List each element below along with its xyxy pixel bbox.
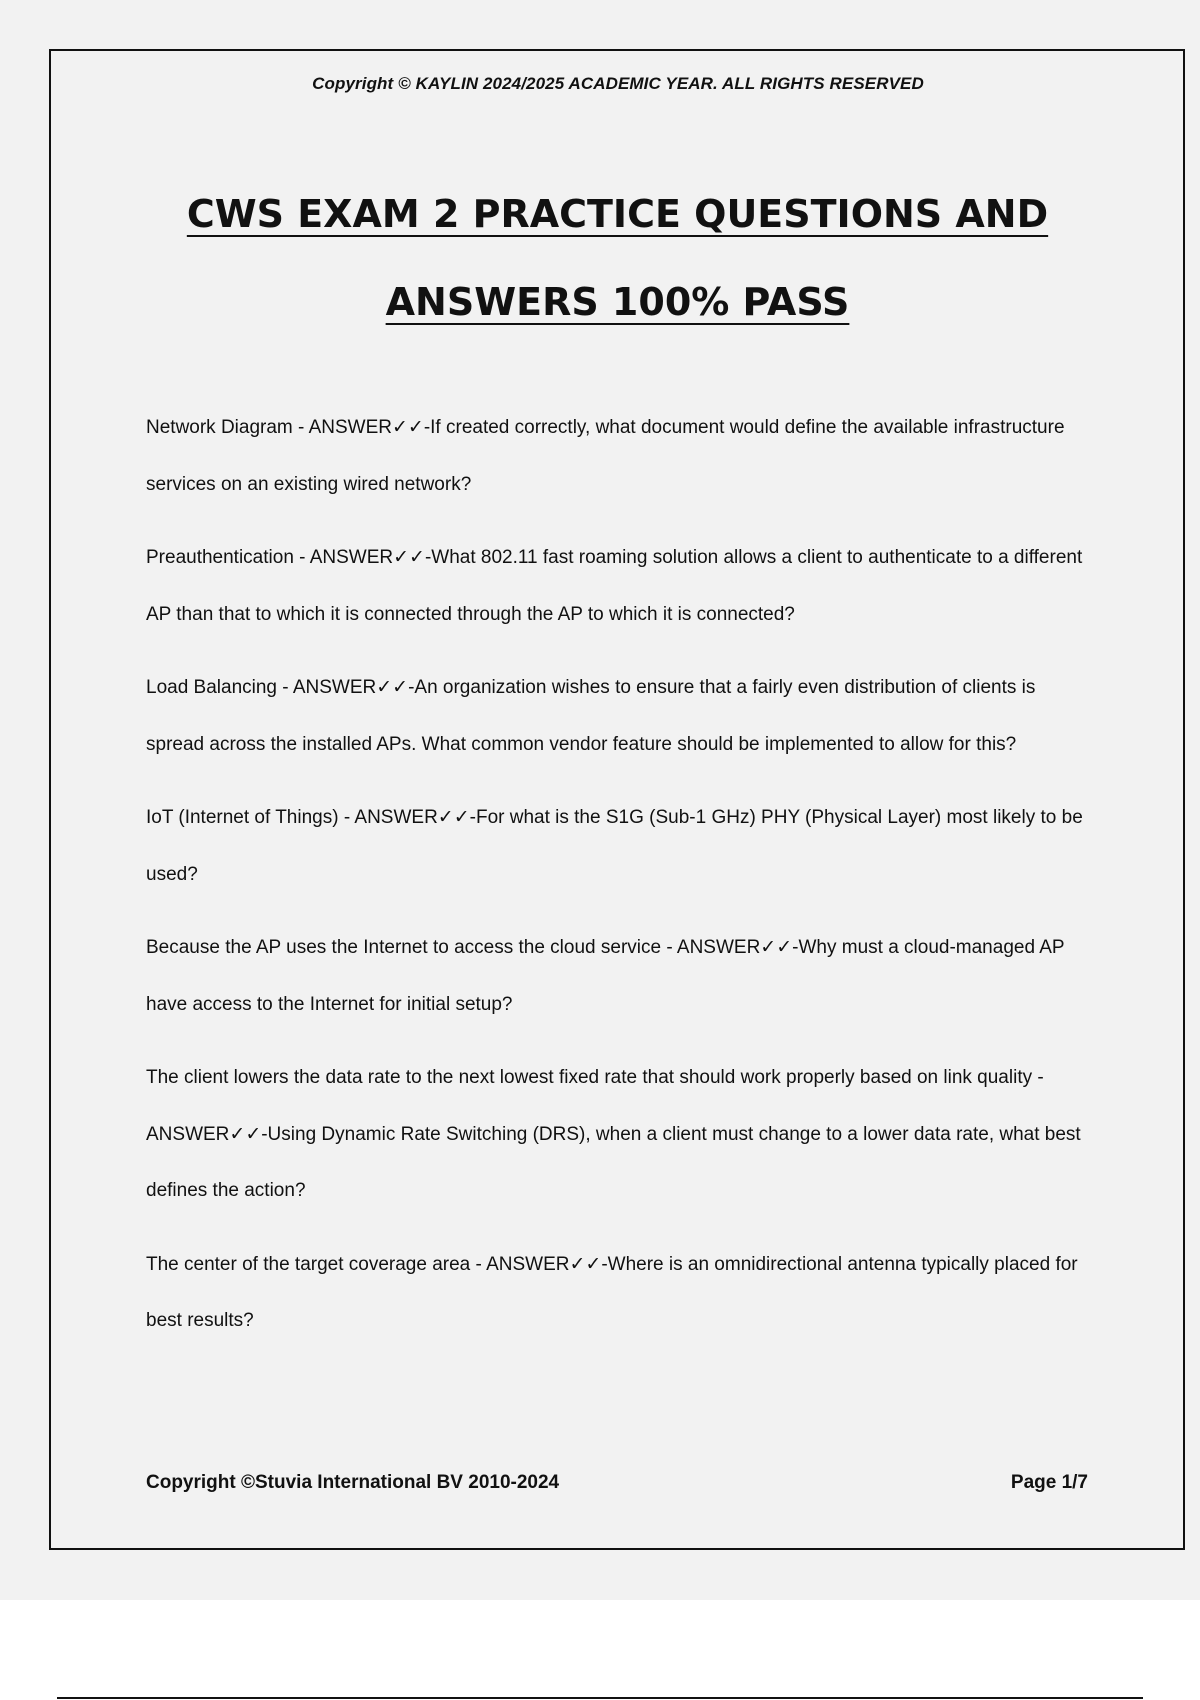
- next-page-divider: [57, 1697, 1143, 1699]
- title-line-2: ANSWERS 100% PASS: [385, 280, 850, 324]
- qa-item: Network Diagram - ANSWER✓✓-If created correctly, what document would define the available infrastructure services on an existing wired network?: [146, 417, 1065, 495]
- qa-item: Load Balancing - ANSWER✓✓-An organization wishes to ensure that a fairly even distribution of clients is spread across the installed APs. What common vendor feature should be implemented to allow for this?: [146, 677, 1036, 755]
- qa-item: IoT (Internet of Things) - ANSWER✓✓-For what is the S1G (Sub-1 GHz) PHY (Physical Layer) most likely to be used?: [146, 807, 1083, 885]
- document-title: [140, 170, 1095, 346]
- page-number: Page 1/7: [1010, 1472, 1088, 1493]
- qa-item: Preauthentication - ANSWER✓✓-What 802.11 fast roaming solution allows a client to authenticate to a different AP than that to which it is connected through the AP to which it is connected?: [146, 547, 1083, 625]
- qa-item: The center of the target coverage area - ANSWER✓✓-Where is an omnidirectional antenna typically placed for best results?: [146, 1253, 1078, 1331]
- qa-item: The client lowers the data rate to the next lowest fixed rate that should work properly based on link quality - ANSWER✓✓-Using Dynamic Rate Switching (DRS), when a client must change to a lower data rate, what best defines the action?: [146, 1067, 1081, 1201]
- footer-copyright: Copyright ©Stuvia International BV 2010-2024: [146, 1472, 560, 1493]
- header-copyright: Copyright © KAYLIN 2024/2025 ACADEMIC YEAR. ALL RIGHTS RESERVED: [312, 74, 924, 93]
- qa-item: Because the AP uses the Internet to access the cloud service - ANSWER✓✓-Why must a cloud-managed AP have access to the Internet for initial setup?: [146, 937, 1065, 1015]
- qa-list: [146, 400, 1096, 1367]
- title-line-1: CWS EXAM 2 PRACTICE QUESTIONS AND: [186, 192, 1049, 236]
